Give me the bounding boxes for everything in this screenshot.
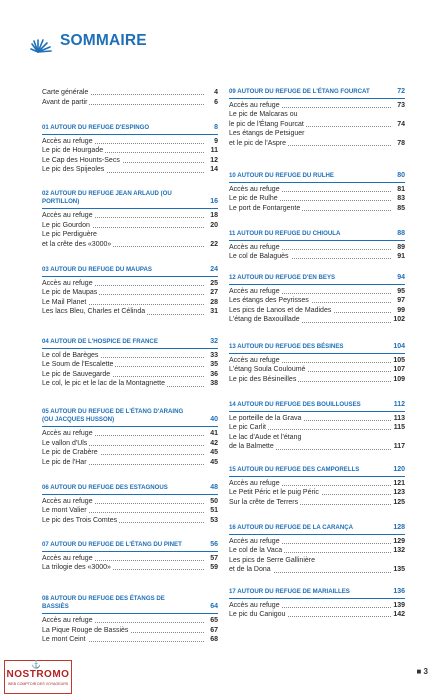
toc-section [229, 274, 405, 325]
toc-entry-page: 12 [210, 156, 218, 164]
toc-section-title-text: 11 AUTOUR DU REFUGE DU CHIOULA [229, 230, 341, 237]
toc-entry-label: Accès au refuge [42, 211, 93, 219]
toc-section-title[interactable] [229, 88, 405, 96]
toc-section-title-text: 03 AUTOUR DU REFUGE DU MAUPAS [42, 266, 152, 273]
toc-entry-page: 129 [393, 537, 405, 545]
toc-entry-label: Le pic des Spijeoles [42, 166, 105, 174]
toc-entry[interactable] [42, 298, 218, 308]
toc-entry[interactable] [229, 546, 405, 556]
toc-section-page: 112 [393, 401, 405, 408]
toc-entry-page: 67 [210, 626, 218, 634]
toc-entry[interactable] [229, 433, 405, 452]
toc-section-title[interactable] [42, 190, 218, 206]
toc-section-page: 24 [210, 266, 218, 273]
toc-entry-label: Accès au refuge [229, 601, 280, 609]
toc-entry-label: Accès au refuge [229, 287, 280, 295]
toc-entry[interactable] [229, 185, 405, 195]
logo-name: NOSTROMO [6, 669, 70, 680]
toc-entry[interactable] [42, 379, 218, 389]
toc-entry-page: 73 [397, 101, 405, 109]
toc-entry[interactable] [229, 129, 405, 148]
toc-entry[interactable] [229, 306, 405, 316]
toc-entry-page: 31 [210, 308, 218, 316]
toc-section-title[interactable] [229, 466, 405, 474]
toc-section-title[interactable] [229, 274, 405, 282]
toc-section-title-text: 10 AUTOUR DU REFUGE DU RULHE [229, 172, 334, 179]
toc-entry-page: 83 [397, 195, 405, 203]
toc-entry[interactable] [229, 479, 405, 489]
toc-entry-page: 38 [210, 380, 218, 388]
section-divider [229, 98, 405, 99]
toc-entry-label: Le col de Barèges [42, 351, 99, 359]
toc-section-page: 48 [210, 484, 218, 491]
toc-entry[interactable] [42, 146, 218, 156]
toc-section-page: 88 [397, 230, 405, 237]
toc-entry[interactable] [229, 110, 405, 129]
toc-entry-label: Le mont Valier [42, 507, 87, 515]
toc-entry-label: Accès au refuge [42, 279, 93, 287]
toc-section [229, 88, 405, 149]
toc-entry-label-continued: et le pic de l'Aspre [229, 140, 286, 148]
toc-entry-label: Les pics de Serre Gallinière [229, 556, 315, 564]
toc-section-title[interactable] [229, 172, 405, 180]
section-divider [42, 276, 218, 277]
toc-section-page: 136 [393, 588, 405, 595]
toc-intro [42, 88, 218, 107]
page-title: SOMMAIRE [60, 32, 147, 49]
toc-entry-label: Le Cap des Hounts-Secs [42, 156, 120, 164]
toc-section-title-text: 16 AUTOUR DU REFUGE DE LA CARANÇA [229, 524, 354, 531]
toc-entry[interactable] [229, 423, 405, 433]
toc-entry-label: Les pics de Lanos et de Madides [229, 306, 332, 314]
toc-entry-label: Le mont Ceint [42, 636, 86, 644]
toc-entry[interactable] [42, 497, 218, 507]
toc-section-title[interactable] [229, 343, 405, 351]
toc-entry-page: 9 [214, 137, 218, 145]
toc-section-title[interactable] [229, 230, 405, 238]
toc-entry-page: 74 [397, 120, 405, 128]
toc-entry-page: 107 [393, 366, 405, 374]
toc-entry-label: Le pic de l'Har [42, 458, 87, 466]
toc-entry-label: Le Soum de l'Escalette [42, 361, 114, 369]
toc-entry-label: Accès au refuge [42, 137, 93, 145]
toc-entry-label: L'étang de Baxouillade [229, 316, 300, 324]
toc-entry[interactable] [42, 448, 218, 458]
toc-entry-label: Le pic de Crabère [42, 449, 98, 457]
toc-entry-page: 91 [397, 253, 405, 261]
toc-entry[interactable] [229, 252, 405, 262]
toc-entry-page: 68 [210, 636, 218, 644]
toc-entry[interactable] [229, 556, 405, 575]
toc-section [229, 466, 405, 507]
toc-section-page: 56 [210, 541, 218, 548]
toc-entry-page: 59 [210, 564, 218, 572]
toc-entry-page: 81 [397, 185, 405, 193]
toc-entry-label: L'étang Soula Couloumé [229, 366, 306, 374]
toc-section [42, 190, 218, 249]
toc-entry-page: 117 [393, 443, 405, 451]
toc-section-title[interactable] [42, 484, 218, 492]
toc-entry-label: Le pic du Canigou [229, 611, 286, 619]
toc-entry[interactable] [229, 287, 405, 297]
toc-entry-page: 115 [393, 424, 405, 432]
toc-section-page: 64 [210, 603, 218, 611]
toc-entry-label: Le pic de Rulhe [229, 195, 278, 203]
toc-section-title[interactable] [42, 338, 218, 346]
toc-entry[interactable] [229, 610, 405, 620]
nostromo-logo [4, 660, 72, 694]
toc-entry[interactable] [42, 563, 218, 573]
toc-entry[interactable] [229, 204, 405, 214]
toc-section [42, 595, 218, 645]
toc-section-title-text: 04 AUTOUR DE L'HOSPICE DE FRANCE [42, 338, 158, 345]
toc-section [229, 401, 405, 452]
toc-entry-page: 33 [210, 351, 218, 359]
toc-entry-label-continued: et la crête des «3000» [42, 240, 112, 248]
section-divider [42, 494, 218, 495]
toc-section-page: 16 [210, 198, 218, 206]
toc-entry-page: 53 [210, 516, 218, 524]
toc-entry-page: 85 [397, 204, 405, 212]
toc-entry[interactable] [229, 356, 405, 366]
toc-entry-page: 123 [393, 489, 405, 497]
toc-entry-page: 65 [210, 616, 218, 624]
toc-entry-label: Le pic des Trois Comtes [42, 516, 118, 524]
logo-subtitle: WEB COMPTOIR DES VOYAGEURS [7, 682, 69, 686]
toc-entry-page: 142 [393, 611, 405, 619]
toc-section [42, 124, 218, 175]
toc-entry-page: 18 [210, 211, 218, 219]
toc-section-page: 104 [393, 343, 405, 350]
toc-section-page: 72 [397, 88, 405, 95]
toc-entry[interactable] [229, 537, 405, 547]
toc-section [42, 338, 218, 389]
toc-section-title-text: 15 AUTOUR DU REFUGE DES CAMPORELLS [229, 466, 360, 473]
toc-entry-label: Le porteille de la Grava [229, 414, 302, 422]
toc-section-page: 128 [393, 524, 405, 531]
toc-entry-label: Accès au refuge [42, 616, 93, 624]
toc-section-title-text: 02 AUTOUR DU REFUGE JEAN ARLAUD (OU PORTILLON) [42, 190, 172, 206]
toc-entry-page: 41 [210, 429, 218, 437]
toc-entry-label: Carte générale [42, 89, 89, 96]
toc-section-page: 8 [214, 124, 218, 131]
section-divider [229, 353, 405, 354]
toc-section-title[interactable] [42, 595, 218, 611]
toc-entry[interactable] [42, 516, 218, 526]
toc-section-title-text: 07 AUTOUR DU REFUGE DE L'ÉTANG DU PINET [42, 541, 182, 548]
section-divider [42, 426, 218, 427]
toc-section-page: 94 [397, 274, 405, 281]
toc-section-page: 40 [210, 416, 218, 424]
toc-entry[interactable] [229, 498, 405, 508]
toc-entry-page: 105 [393, 356, 405, 364]
toc-entry-page: 35 [210, 361, 218, 369]
page-number: ■ 3 [416, 667, 428, 676]
toc-entry-page: 89 [397, 243, 405, 251]
toc-entry[interactable] [42, 230, 218, 249]
toc-entry[interactable] [42, 165, 218, 175]
toc-entry-label: Avant de partir [42, 98, 88, 106]
toc-section-title[interactable] [42, 408, 218, 424]
toc-entry-page: 125 [393, 498, 405, 506]
toc-entry-label-continued: et de la Dona [229, 566, 271, 574]
toc-entry-page: 36 [210, 370, 218, 378]
toc-entry[interactable] [42, 137, 218, 147]
toc-entry-page: 28 [210, 298, 218, 306]
section-divider [229, 534, 405, 535]
toc-entry-page: 14 [210, 166, 218, 174]
toc-entry-label: Le pic Carlit [229, 424, 266, 432]
toc-entry-label: Accès au refuge [229, 185, 280, 193]
toc-section-page: 120 [393, 466, 405, 473]
toc-entry-page: 22 [210, 240, 218, 248]
toc-entry-page: 11 [210, 147, 218, 155]
toc-section-page: 80 [397, 172, 405, 179]
toc-entry-label-continued: le pic de l'Étang Fourcat [229, 120, 304, 128]
section-divider [42, 613, 218, 614]
toc-section-title-text: 05 AUTOUR DU REFUGE DE L'ÉTANG D'ARAING (OU JACQUES HUSSON) [42, 408, 184, 424]
toc-section-title-text: 09 AUTOUR DU REFUGE DE L'ÉTANG FOURCAT [229, 88, 370, 95]
toc-entry-page: 78 [397, 140, 405, 148]
section-divider [229, 476, 405, 477]
toc-entry-label: Accès au refuge [229, 243, 280, 251]
toc-entry-page: 57 [210, 554, 218, 562]
toc-entry-label: Le col de Balaguès [229, 253, 289, 261]
toc-entry-label: Le pic des Bésineilles [229, 375, 297, 383]
section-divider [229, 240, 405, 241]
toc-entry-page: 121 [393, 479, 405, 487]
toc-entry-page: 113 [393, 414, 405, 422]
toc-entry-label: Le port de Fontargente [229, 204, 301, 212]
section-divider [42, 208, 218, 209]
toc-entry-page: 97 [397, 297, 405, 305]
toc-entry-page: 99 [397, 306, 405, 314]
toc-entry-label: Accès au refuge [42, 554, 93, 562]
toc-section-title-text: 14 AUTOUR DU REFUGE DES BOUILLOUSES [229, 401, 361, 408]
toc-entry-label: Accès au refuge [42, 429, 93, 437]
toc-entry[interactable] [229, 488, 405, 498]
toc-entry-label: Le pic de Malcaras ou [229, 111, 298, 119]
toc-section-title-text: 01 AUTOUR DU REFUGE D'ESPINGO [42, 124, 150, 131]
section-divider [42, 551, 218, 552]
toc-entry-page: 139 [393, 601, 405, 609]
toc-entry[interactable] [42, 506, 218, 516]
toc-entry[interactable] [42, 458, 218, 468]
toc-section-title-text: 13 AUTOUR DU REFUGE DES BÉSINES [229, 343, 344, 350]
toc-entry-label: Le col, le pic et le lac de la Montagnette [42, 380, 165, 388]
toc-entry-label: Le Petit Péric et le puig Péric [229, 489, 319, 497]
toc-section [229, 524, 405, 575]
toc-entry[interactable] [229, 414, 405, 424]
toc-section-title[interactable] [42, 541, 218, 549]
toc-entry[interactable] [42, 211, 218, 221]
toc-section [42, 541, 218, 573]
toc-entry[interactable] [42, 439, 218, 449]
toc-entry[interactable] [42, 429, 218, 439]
toc-entry[interactable] [42, 221, 218, 231]
toc-section-title[interactable] [42, 124, 218, 132]
toc-entry-label: Le pic Gourdon [42, 221, 90, 229]
page-number-value: 3 [423, 667, 428, 676]
toc-entry-label: Le lac d'Aude et l'étang [229, 433, 302, 441]
toc-entry-page: 27 [210, 289, 218, 297]
toc-entry-label: Accès au refuge [229, 356, 280, 364]
toc-section [42, 408, 218, 467]
toc-entry[interactable] [42, 635, 218, 645]
toc-section [229, 172, 405, 213]
toc-entry[interactable] [42, 288, 218, 298]
toc-entry[interactable] [229, 375, 405, 385]
toc-entry[interactable] [42, 156, 218, 166]
toc-entry-label: Accès au refuge [229, 479, 280, 487]
toc-entry-label: Sur la crête de Terrers [229, 498, 299, 506]
toc-entry-label: Le pic Perdiguère [42, 231, 97, 239]
toc-entry[interactable] [42, 88, 218, 98]
toc-entry-label-continued: de la Balmette [229, 443, 274, 451]
toc-entry-label: Le pic de Hourgade [42, 147, 104, 155]
toc-entry-page: 45 [210, 449, 218, 457]
toc-entry-label: Le Mail Planet [42, 298, 87, 306]
toc-entry[interactable] [229, 365, 405, 375]
toc-entry-label: La trilogie des «3000» [42, 564, 111, 572]
toc-section [42, 484, 218, 525]
toc-section-title[interactable] [42, 266, 218, 274]
toc-entry-page: 42 [210, 439, 218, 447]
toc-entry[interactable] [42, 351, 218, 361]
toc-entry[interactable] [42, 307, 218, 317]
toc-entry-label: Les étangs de Petsiguer [229, 130, 305, 138]
toc-entry-page: 50 [210, 497, 218, 505]
toc-entry-page: 45 [210, 458, 218, 466]
toc-entry-page: 132 [393, 547, 405, 555]
toc-entry[interactable] [42, 360, 218, 370]
toc-entry-label: Le pic de Sauvegarde [42, 370, 111, 378]
toc-entry-label: Les étangs des Peyrisses [229, 297, 309, 305]
toc-section-title[interactable] [229, 588, 405, 596]
toc-section-title-text: 12 AUTOUR DU REFUGE D'EN BEYS [229, 274, 336, 281]
section-divider [42, 134, 218, 135]
anchor-icon: ⚓ [31, 660, 41, 669]
section-divider [229, 182, 405, 183]
toc-entry[interactable] [42, 279, 218, 289]
toc-entry[interactable] [229, 243, 405, 253]
toc-entry[interactable] [229, 194, 405, 204]
toc-section [229, 588, 405, 620]
toc-section-title[interactable] [229, 524, 405, 532]
toc-section-title-text: 17 AUTOUR DU REFUGE DE MARIAILLES [229, 588, 350, 595]
section-divider [229, 411, 405, 412]
section-divider [229, 284, 405, 285]
toc-entry[interactable] [229, 101, 405, 111]
toc-entry-page: 25 [210, 279, 218, 287]
toc-section [229, 343, 405, 384]
sunburst-icon [30, 26, 62, 58]
toc-entry-label: Les lacs Bleu, Charles et Célinda [42, 308, 146, 316]
toc-section-title-text: 08 AUTOUR DU REFUGE DES ÉTANGS DE BASSIÈS [42, 595, 165, 611]
toc-entry-label: La Pique Rouge de Bassiès [42, 626, 129, 634]
toc-section [42, 266, 218, 317]
toc-entry-page: 4 [214, 89, 218, 96]
toc-entry-label: Le col de la Vaca [229, 547, 283, 555]
section-divider [42, 348, 218, 349]
toc-entry-label: Accès au refuge [229, 101, 280, 109]
toc-section-title[interactable] [229, 401, 405, 409]
toc-entry-page: 102 [393, 316, 405, 324]
toc-entry-page: 6 [214, 98, 218, 106]
toc-entry-page: 109 [393, 375, 405, 383]
toc-entry[interactable] [42, 370, 218, 380]
toc-section-page: 32 [210, 338, 218, 345]
toc-entry[interactable] [42, 554, 218, 564]
toc-entry-label: Accès au refuge [42, 497, 93, 505]
toc-entry[interactable] [229, 296, 405, 306]
toc-section [229, 230, 405, 262]
toc-entry[interactable] [42, 616, 218, 626]
toc-entry[interactable] [42, 626, 218, 636]
toc-entry-label: Le vallon d'Uls [42, 439, 88, 447]
toc-entry[interactable] [42, 98, 218, 108]
toc-entry-page: 20 [210, 221, 218, 229]
section-divider [229, 598, 405, 599]
toc-section-title-text: 06 AUTOUR DU REFUGE DES ESTAGNOUS [42, 484, 168, 491]
toc-entry-label: Accès au refuge [229, 537, 280, 545]
toc-entry-page: 95 [397, 287, 405, 295]
toc-entry-page: 135 [393, 566, 405, 574]
toc-entry[interactable] [229, 601, 405, 611]
toc-entry-label: Le pic de Maupas [42, 289, 98, 297]
toc-entry[interactable] [229, 315, 405, 325]
toc-entry-page: 51 [210, 507, 218, 515]
